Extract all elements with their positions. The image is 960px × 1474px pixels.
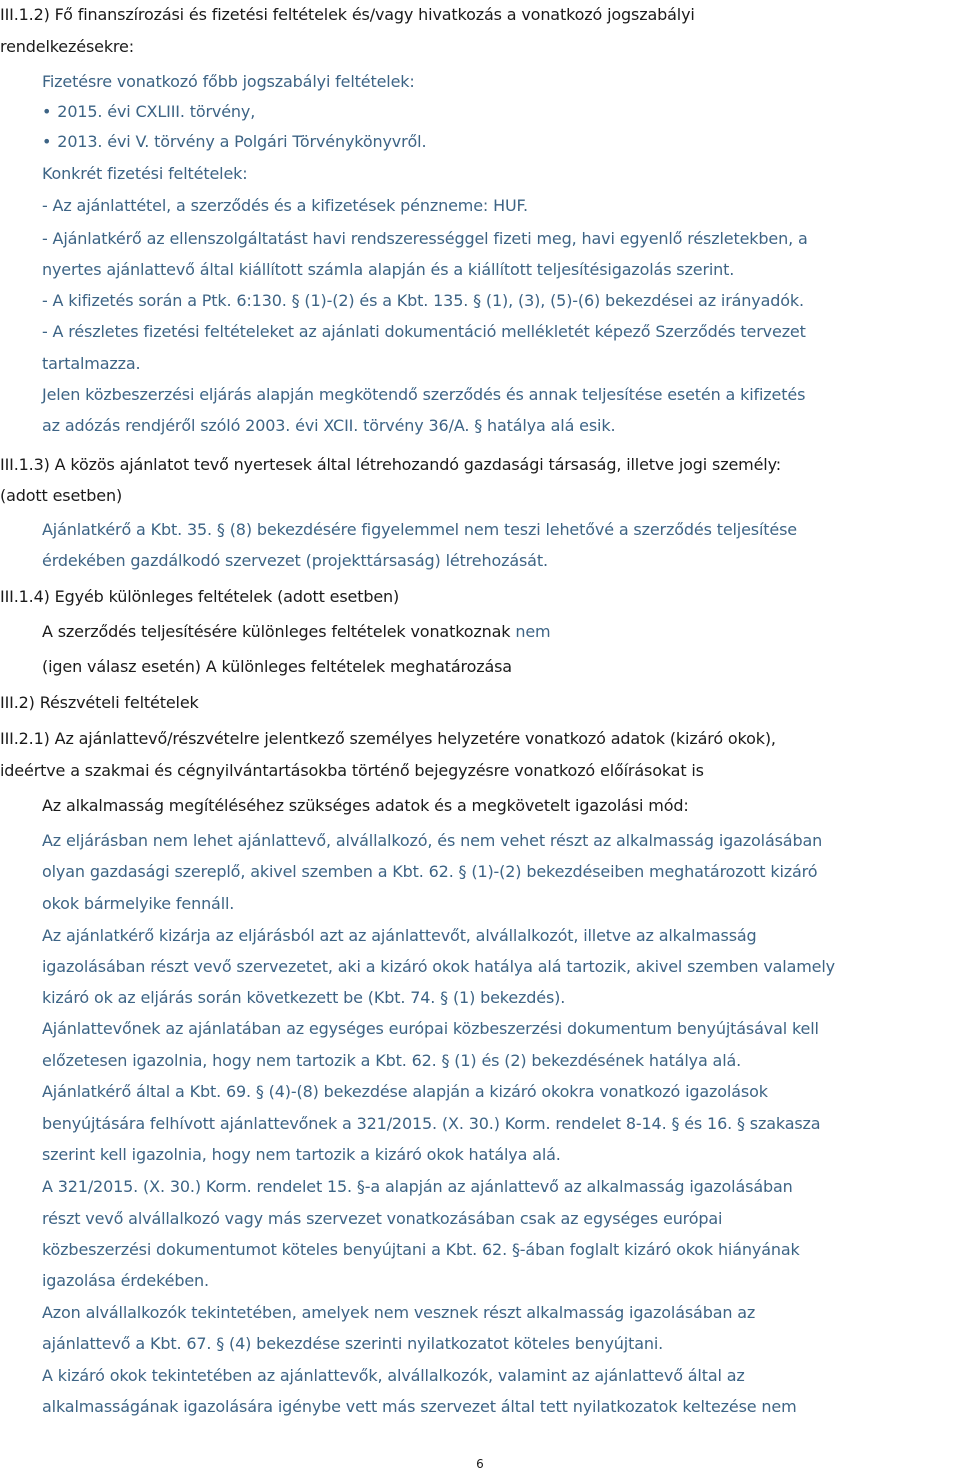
text-line: Ajánlattevőnek az ajánlatában az egységes európai közbeszerzési dokumentum benyújtásával kell [42, 1019, 819, 1038]
text-line: - Ajánlatkérő az ellenszolgáltatást havi rendszerességgel fizeti meg, havi egyenlő részletekben, a [42, 229, 808, 248]
text-line: (igen válasz esetén) A különleges feltételek meghatározása [42, 657, 512, 676]
text-line: érdekében gazdálkodó szervezet (projekttársaság) létrehozását. [42, 551, 548, 570]
text-line: olyan gazdasági szereplő, akivel szemben a Kbt. 62. § (1)-(2) bekezdéseiben meghatározott kizáró [42, 862, 818, 881]
text-line: Jelen közbeszerzési eljárás alapján megkötendő szerződés és annak teljesítése esetén a kifizetés [42, 385, 806, 404]
section-heading: III.1.2) Fő finanszírozási és fizetési feltételek és/vagy hivatkozás a vonatkozó jogszabályi [0, 5, 695, 24]
text-line: - Az ajánlattétel, a szerződés és a kifizetések pénzneme: HUF. [42, 196, 528, 215]
text-line: előzetesen igazolnia, hogy nem tartozik a Kbt. 62. § (1) és (2) bekezdésének hatálya alá. [42, 1051, 742, 1070]
page-number: 6 [476, 1457, 484, 1471]
text-line: A szerződés teljesítésére különleges feltételek vonatkoznak nem [42, 622, 551, 641]
text-line: Konkrét fizetési feltételek: [42, 164, 248, 183]
text-line: igazolása érdekében. [42, 1271, 209, 1290]
section-heading-cont: rendelkezésekre: [0, 37, 134, 56]
text-line: nyertes ajánlattevő által kiállított számla alapján és a kiállított teljesítésigazolás szerint. [42, 260, 735, 279]
text-line: Fizetésre vonatkozó főbb jogszabályi feltételek: [42, 72, 415, 91]
section-heading: III.1.3) A közös ajánlatot tevő nyertesek által létrehozandó gazdasági társaság, illetve jogi személy: [0, 455, 781, 474]
text-line: tartalmazza. [42, 354, 141, 373]
section-heading: III.1.4) Egyéb különleges feltételek (adott esetben) [0, 587, 400, 606]
bullet-item: • 2015. évi CXLIII. törvény, [42, 102, 255, 122]
text-line: okok bármelyike fennáll. [42, 894, 235, 913]
section-heading: III.2.1) Az ajánlattevő/részvételre jelentkező személyes helyzetére vonatkozó adatok (kizáró okok), [0, 729, 776, 748]
text-line: benyújtására felhívott ajánlattevőnek a 321/2015. (X. 30.) Korm. rendelet 8-14. § és 16. § szakasza [42, 1114, 821, 1133]
text-line: igazolásában részt vevő szervezetet, aki a kizáró okok hatálya alá tartozik, akivel szemben valamely [42, 957, 835, 976]
text-line: Azon alvállalkozók tekintetében, amelyek nem vesznek részt alkalmasság igazolásában az [42, 1303, 756, 1322]
text-line: - A kifizetés során a Ptk. 6:130. § (1)-(2) és a Kbt. 135. § (1), (3), (5)-(6) bekezdései az irányadók. [42, 291, 804, 310]
text-line: az adózás rendjéről szóló 2003. évi XCII. törvény 36/A. § hatálya alá esik. [42, 416, 616, 435]
section-heading-cont: ideértve a szakmai és cégnyilvántartásokba történő bejegyzésre vonatkozó előírásokat is [0, 761, 704, 780]
text-line: A kizáró okok tekintetében az ajánlattevők, alvállalkozók, valamint az ajánlattevő által az [42, 1366, 745, 1385]
bullet-item: • 2013. évi V. törvény a Polgári Törvénykönyvről. [42, 132, 426, 152]
text-line: - A részletes fizetési feltételeket az ajánlati dokumentáció mellékletét képező Szerződés tervezet [42, 322, 806, 341]
text-line: közbeszerzési dokumentumot köteles benyújtani a Kbt. 62. §-ában foglalt kizáró okok hiányának [42, 1240, 800, 1259]
text-line: Az ajánlatkérő kizárja az eljárásból azt az ajánlattevőt, alvállalkozót, illetve az alkalmasság [42, 926, 757, 945]
bullet-icon [42, 132, 57, 151]
text-line: Az alkalmasság megítéléséhez szükséges adatok és a megkövetelt igazolási mód: [42, 796, 689, 815]
text-line: Ajánlatkérő a Kbt. 35. § (8) bekezdésére figyelemmel nem teszi lehetővé a szerződés teljesítése [42, 520, 797, 539]
text-line: alkalmasságának igazolására igénybe vett más szervezet által tett nyilatkozatok keltezése nem [42, 1397, 797, 1416]
text-line: A 321/2015. (X. 30.) Korm. rendelet 15. §-a alapján az ajánlattevő az alkalmasság igazolásában [42, 1177, 793, 1196]
text-line: ajánlattevő a Kbt. 67. § (4) bekezdése szerinti nyilatkozatot köteles benyújtani. [42, 1334, 664, 1353]
text-line: Az eljárásban nem lehet ajánlattevő, alvállalkozó, és nem vehet részt az alkalmasság igazolásában [42, 831, 823, 850]
text-line: szerint kell igazolnia, hogy nem tartozik a kizáró okok hatálya alá. [42, 1145, 561, 1164]
text-line: kizáró ok az eljárás során következett be (Kbt. 74. § (1) bekezdés). [42, 988, 566, 1007]
section-heading-cont: (adott esetben) [0, 486, 123, 505]
text-line: részt vevő alvállalkozó vagy más szervezet vonatkozásában csak az egységes európai [42, 1209, 723, 1228]
text-line: Ajánlatkérő által a Kbt. 69. § (4)-(8) bekezdése alapján a kizáró okokra vonatkozó igazolások [42, 1082, 768, 1101]
bullet-icon [42, 102, 57, 121]
answer-value: nem [515, 622, 551, 641]
section-heading: III.2) Részvételi feltételek [0, 693, 199, 712]
